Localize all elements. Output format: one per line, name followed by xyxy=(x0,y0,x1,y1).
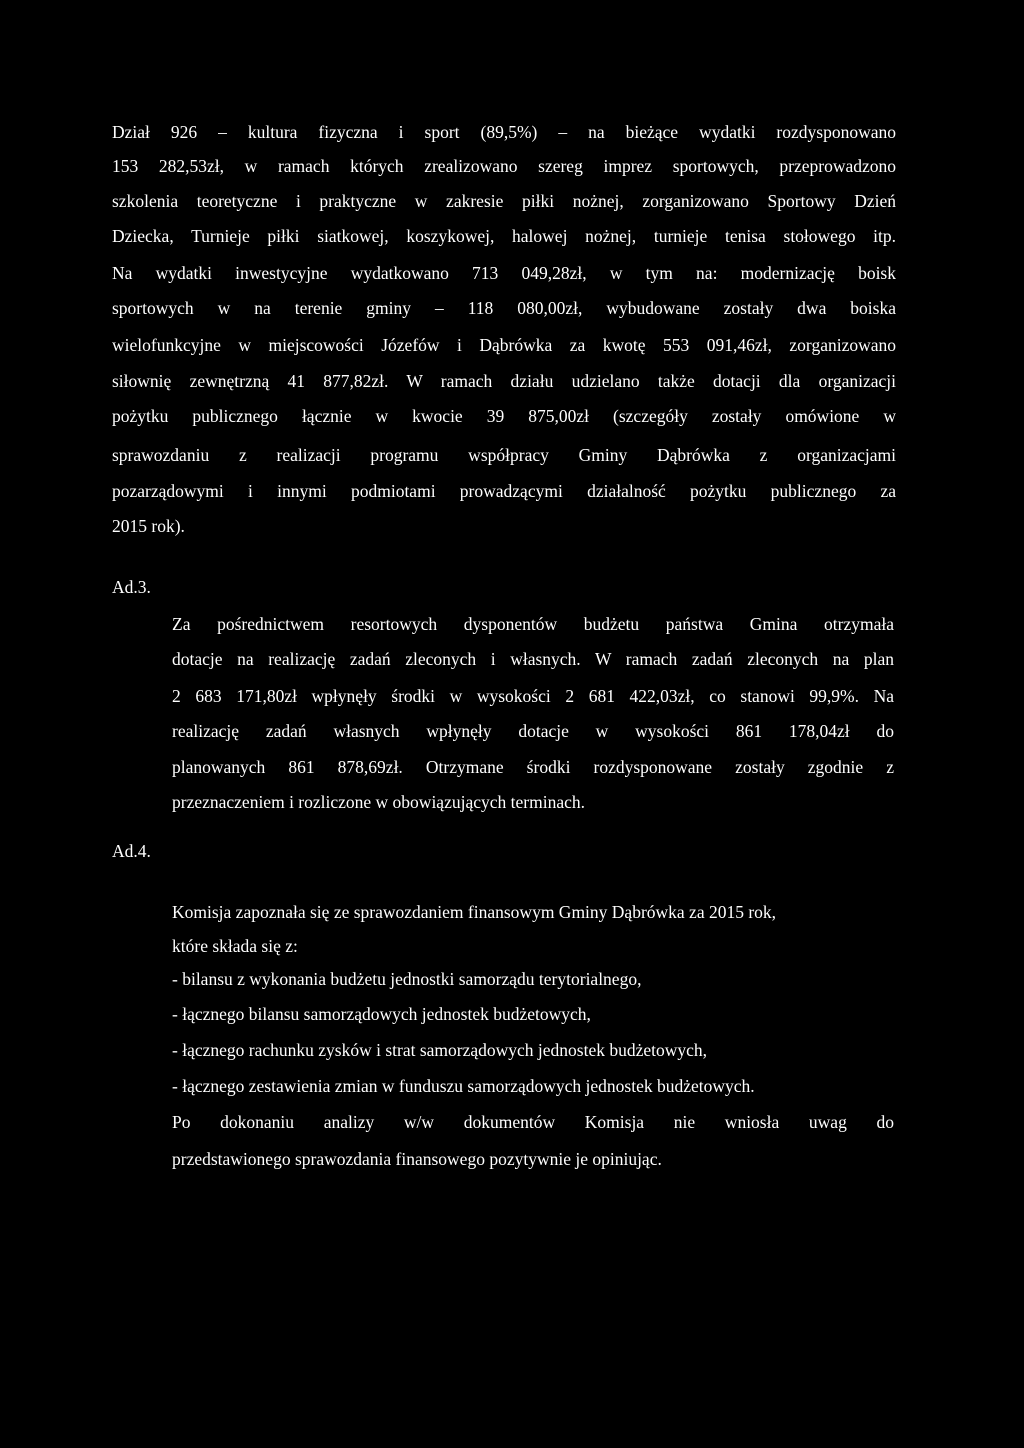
paragraph-line: Na wydatki inwestycyjne wydatkowano 713 049,28zł, w tym na: modernizację boisk xyxy=(112,263,896,283)
paragraph-line: sprawozdaniu z realizacji programu współpracy Gminy Dąbrówka z organizacjami xyxy=(112,445,896,465)
ad3-heading: Ad.3. xyxy=(112,577,151,597)
paragraph-line: które składa się z: xyxy=(172,936,298,956)
paragraph-line: dotacje na realizację zadań zleconych i własnych. W ramach zadań zleconych na plan xyxy=(172,649,894,669)
list-item: - bilansu z wykonania budżetu jednostki samorządu terytorialnego, xyxy=(172,969,642,989)
paragraph-line: sportowych w na terenie gminy – 118 080,00zł, wybudowane zostały dwa boiska xyxy=(112,298,896,318)
paragraph-line: siłownię zewnętrzną 41 877,82zł. W ramach działu udzielano także dotacji dla organizacji xyxy=(112,371,896,391)
paragraph-line: pożytku publicznego łącznie w kwocie 39 875,00zł (szczegóły zostały omówione w xyxy=(112,406,896,426)
paragraph-line: 2 683 171,80zł wpłynęły środki w wysokości 2 681 422,03zł, co stanowi 99,9%. Na xyxy=(172,686,894,706)
paragraph-line: pozarządowymi i innymi podmiotami prowadzącymi działalność pożytku publicznego za xyxy=(112,481,896,501)
paragraph-line: Komisja zapoznała się ze sprawozdaniem finansowym Gminy Dąbrówka za 2015 rok, xyxy=(172,902,777,922)
paragraph-line: szkolenia teoretyczne i praktyczne w zakresie piłki nożnej, zorganizowano Sportowy Dzień xyxy=(112,191,896,211)
paragraph-line: planowanych 861 878,69zł. Otrzymane środki rozdysponowane zostały zgodnie z xyxy=(172,757,894,777)
list-item: - łącznego rachunku zysków i strat samorządowych jednostek budżetowych, xyxy=(172,1040,708,1060)
ad4-heading: Ad.4. xyxy=(112,841,151,861)
paragraph-line: realizację zadań własnych wpłynęły dotacje w wysokości 861 178,04zł do xyxy=(172,721,894,741)
paragraph-line: Po dokonaniu analizy w/w dokumentów Komisja nie wniosła uwag do xyxy=(172,1112,894,1132)
paragraph-line: 2015 rok). xyxy=(112,516,185,536)
paragraph-line: przedstawionego sprawozdania finansowego pozytywnie je opiniując. xyxy=(172,1149,662,1169)
paragraph-line: Za pośrednictwem resortowych dysponentów budżetu państwa Gmina otrzymała xyxy=(172,614,894,634)
paragraph-line: wielofunkcyjne w miejscowości Józefów i Dąbrówka za kwotę 553 091,46zł, zorganizowano xyxy=(112,335,896,355)
list-item: - łącznego bilansu samorządowych jednostek budżetowych, xyxy=(172,1004,591,1024)
paragraph-line: 153 282,53zł, w ramach których zrealizowano szereg imprez sportowych, przeprowadzono xyxy=(112,156,896,176)
paragraph-line: przeznaczeniem i rozliczone w obowiązujących terminach. xyxy=(172,792,585,812)
list-item: - łącznego zestawienia zmian w funduszu samorządowych jednostek budżetowych. xyxy=(172,1076,755,1096)
paragraph-line: Dziecka, Turnieje piłki siatkowej, koszykowej, halowej nożnej, turnieje tenisa stołowego itp. xyxy=(112,226,896,246)
paragraph-line: Dział 926 – kultura fizyczna i sport (89,5%) – na bieżące wydatki rozdysponowano xyxy=(112,122,896,142)
